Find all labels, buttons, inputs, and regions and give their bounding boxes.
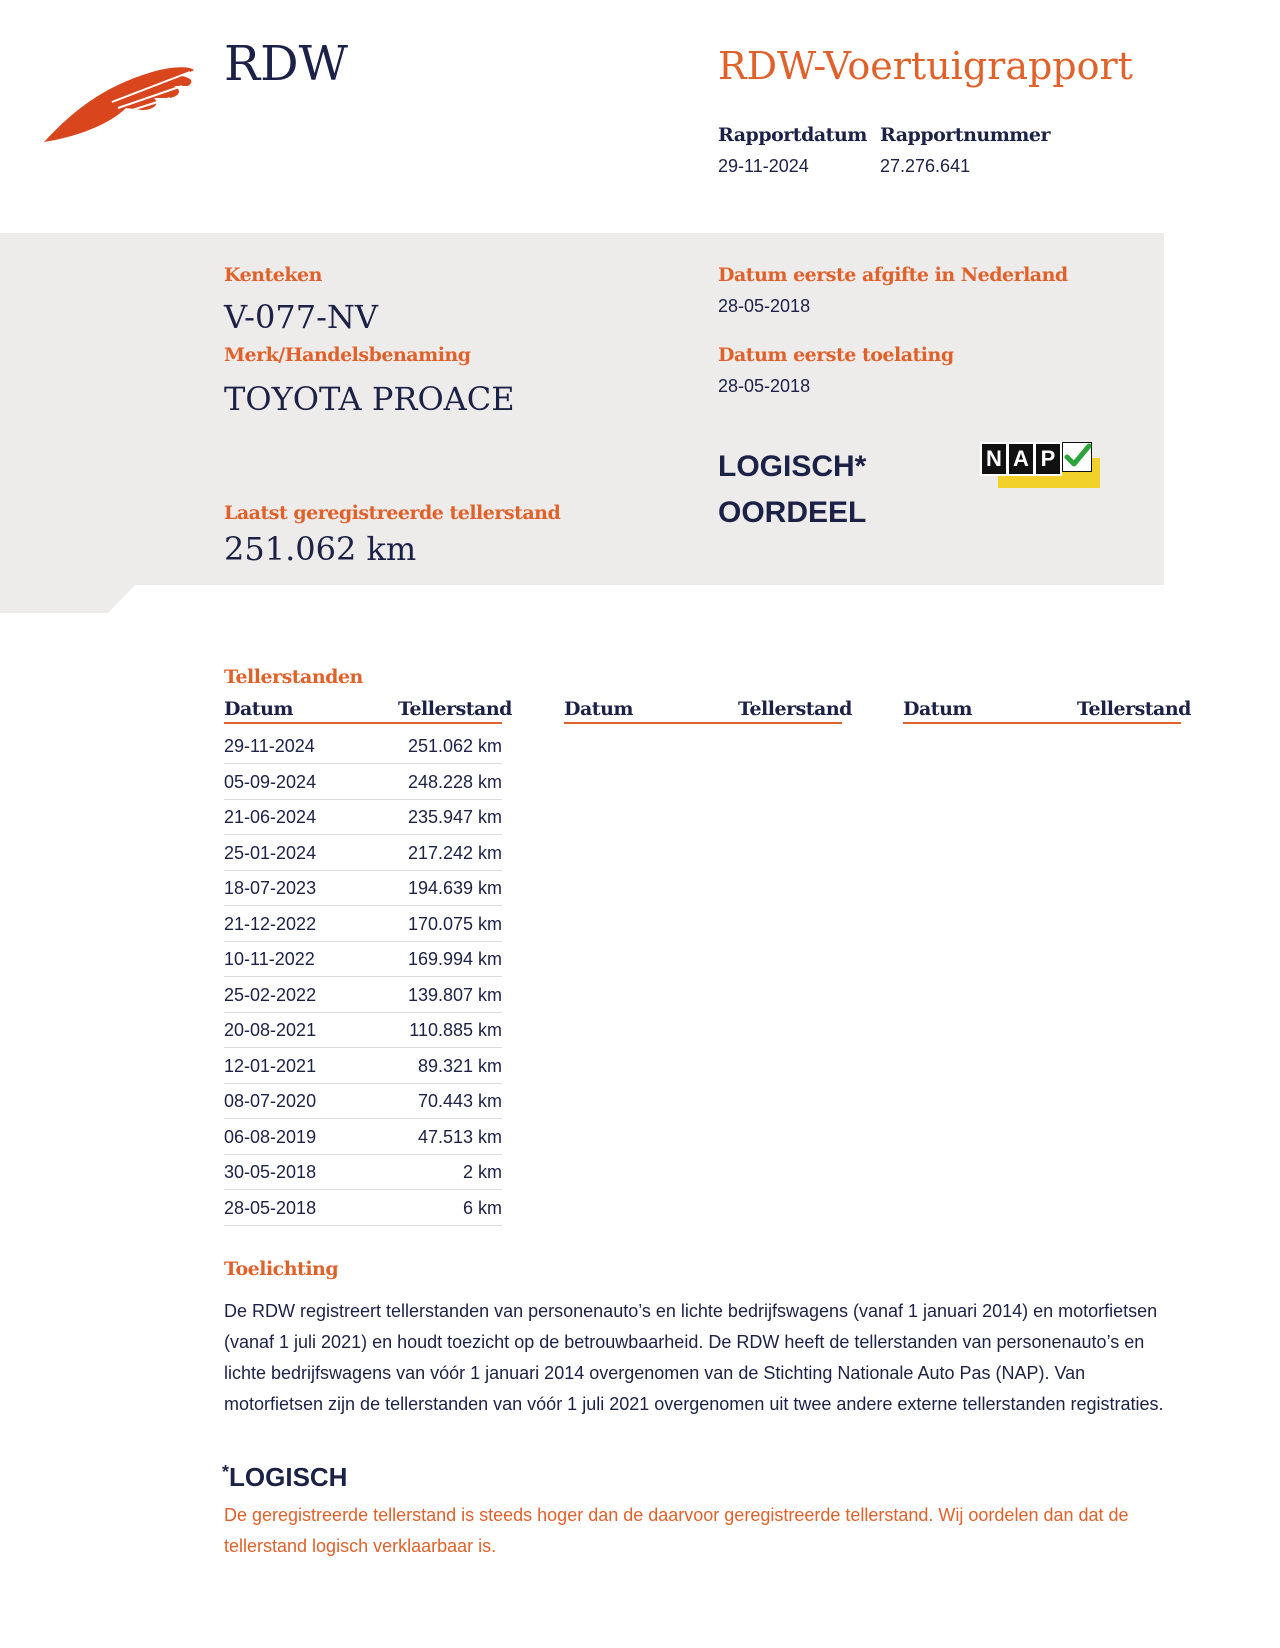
row-datum: 25-01-2024 (224, 842, 317, 863)
row-datum: 06-08-2019 (224, 1126, 317, 1147)
col-header-tellerstand-3: Tellerstand (1077, 698, 1191, 720)
row-tellerstand: 47.513 km (417, 1126, 502, 1147)
logisch-heading (222, 1462, 347, 1493)
row-tellerstand: 170.075 km (407, 913, 502, 934)
toelichting-title: Toelichting (224, 1258, 339, 1280)
col-header-datum-3: Datum (903, 698, 972, 720)
row-datum: 05-09-2024 (224, 771, 317, 792)
toelichting-text: De RDW registreert tellerstanden van personenauto’s en lichte bedrijfswagens (vanaf 1 januari 2014) en motorfietsen (vanaf 1 juli 2021) en houdt toezicht op de betrouwbaarheid. De RDW heeft de tellerstanden van personenauto’s en lichte bedrijfswagens van vóór 1 januari 2014 overgenomen van de Stichting Nationale Auto Pas (NAP). Van motorfietsen zijn de tellerstanden van vóór 1 juli 2021 overgenomen uit twee andere externe tellerstanden registraties. (224, 1301, 1164, 1414)
nap-letter-n: N (980, 442, 1008, 476)
row-tellerstand: 169.994 km (407, 949, 502, 969)
table-row (224, 764, 502, 800)
row-datum: 08-07-2020 (224, 1091, 317, 1111)
table-row (224, 977, 502, 1013)
afgifte-value: 28-05-2018 (718, 296, 811, 316)
row-datum: 30-05-2018 (224, 1162, 317, 1182)
table-row (224, 870, 502, 906)
nap-badge (980, 442, 1100, 490)
row-tellerstand: 110.885 km (409, 1020, 502, 1040)
tellerstanden-title: Tellerstanden (224, 666, 363, 688)
nap-letter-p: P (1034, 442, 1062, 476)
row-tellerstand: 251.062 km (407, 736, 502, 756)
nap-letter-a: A (1007, 442, 1035, 476)
row-tellerstand: 194.639 km (407, 878, 502, 898)
checkmark-icon (1062, 442, 1092, 472)
table-row (224, 941, 502, 977)
row-datum: 21-06-2024 (224, 807, 317, 827)
row-datum: 21-12-2022 (224, 913, 317, 934)
row-tellerstand: 235.947 km (407, 807, 502, 827)
kenteken-value: V-077-NV (224, 298, 378, 336)
laatste-tellerstand-value: 251.062 km (224, 530, 417, 568)
row-tellerstand: 139.807 km (407, 984, 502, 1005)
rapportnummer-value: 27.276.641 (880, 156, 971, 176)
oordeel-verdict: LOGISCH* (718, 450, 867, 483)
table-row (224, 1048, 502, 1084)
row-datum: 28-05-2018 (224, 1197, 317, 1218)
col-rule-2 (564, 722, 842, 724)
col-header-datum-2: Datum (564, 698, 633, 720)
row-datum: 25-02-2022 (224, 984, 317, 1005)
toelating-label: Datum eerste toelating (718, 344, 954, 366)
rapportdatum-value: 29-11-2024 (718, 156, 809, 176)
laatste-tellerstand-label: Laatst geregistreerde tellerstand (224, 502, 561, 524)
table-row (224, 1012, 502, 1048)
rdw-logo-icon (42, 62, 202, 148)
table-row (224, 1190, 502, 1226)
logisch-star: * (222, 1462, 230, 1482)
row-tellerstand: 2 km (462, 1162, 502, 1182)
row-tellerstand: 248.228 km (407, 771, 502, 792)
table-row (224, 728, 502, 764)
table-row (224, 1154, 502, 1190)
row-tellerstand: 6 km (462, 1197, 502, 1218)
row-datum: 29-11-2024 (224, 736, 315, 756)
logisch-text: De geregistreerde tellerstand is steeds hoger dan de daarvoor geregistreerde tellerstand. Wij oordelen dan dat de tellerstand logisch verklaarbaar is. (224, 1505, 1129, 1556)
table-row (224, 906, 502, 942)
brand-name: RDW (224, 36, 348, 92)
col-header-tellerstand-2: Tellerstand (738, 698, 852, 720)
table-row (224, 835, 502, 871)
report-title: RDW-Voertuigrapport (718, 44, 1133, 88)
row-tellerstand: 217.242 km (407, 842, 502, 863)
row-tellerstand: 89.321 km (417, 1055, 502, 1076)
row-datum: 20-08-2021 (224, 1020, 317, 1040)
col-rule-1 (224, 722, 502, 724)
col-header-datum-1: Datum (224, 698, 293, 720)
row-datum: 18-07-2023 (224, 878, 317, 898)
merk-label: Merk/Handelsbenaming (224, 344, 471, 366)
panel-tab-decoration (0, 585, 135, 613)
toelating-value: 28-05-2018 (718, 376, 811, 396)
kenteken-label: Kenteken (224, 264, 322, 286)
row-datum: 10-11-2022 (224, 949, 315, 969)
table-row (224, 799, 502, 835)
logisch-heading-text: LOGISCH (229, 1462, 348, 1492)
rapportnummer-label: Rapportnummer (880, 124, 1051, 146)
table-row (224, 1119, 502, 1155)
table-row (224, 1083, 502, 1119)
col-rule-3 (903, 722, 1181, 724)
afgifte-label: Datum eerste afgifte in Nederland (718, 264, 1068, 286)
oordeel-heading: OORDEEL (718, 496, 867, 529)
rapportdatum-label: Rapportdatum (718, 124, 867, 146)
row-datum: 12-01-2021 (224, 1055, 317, 1076)
col-header-tellerstand-1: Tellerstand (398, 698, 512, 720)
merk-value: TOYOTA PROACE (224, 380, 515, 418)
row-tellerstand: 70.443 km (417, 1091, 502, 1111)
